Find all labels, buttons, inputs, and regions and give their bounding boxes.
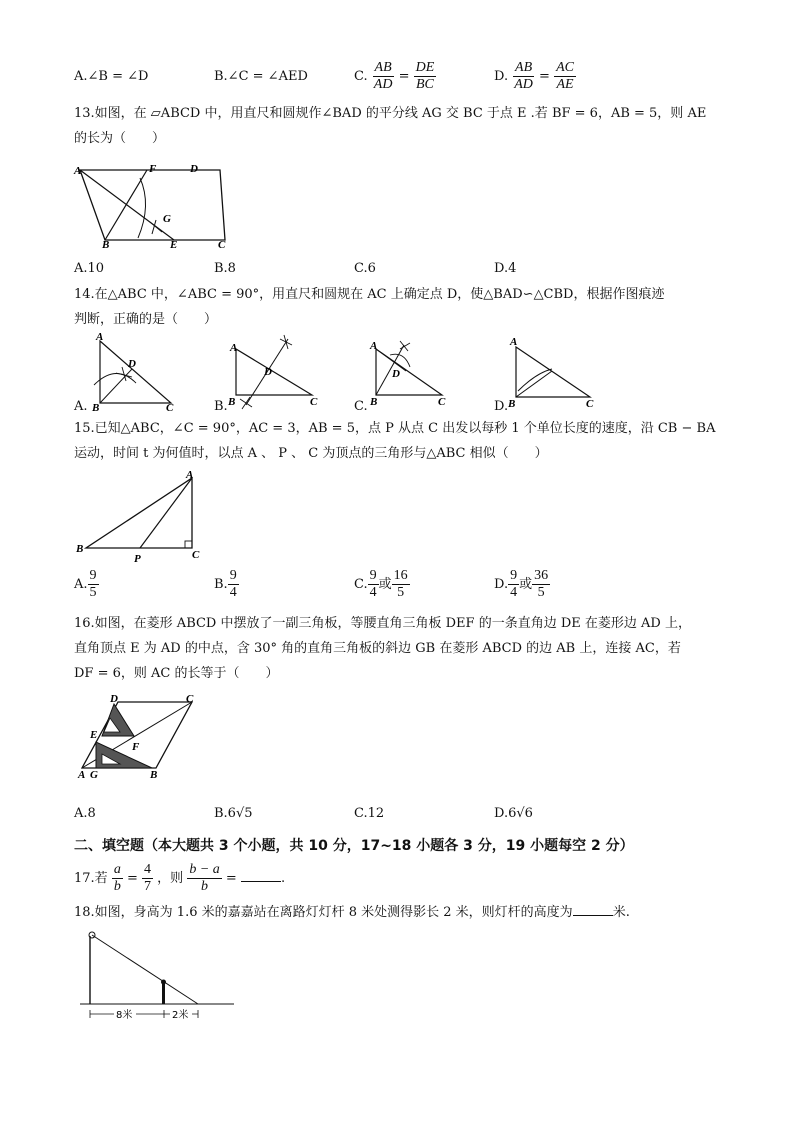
q16-line-3: DF = 6，则 AC 的长等于（ ） <box>74 666 279 681</box>
svg-text:C: C <box>192 549 200 561</box>
q14-figure-b <box>226 333 326 413</box>
q14-figure-a <box>86 333 181 413</box>
svg-text:C: C <box>310 396 318 408</box>
q15-line-2: 运动，时间 t 为何值时，以点 A 、 P 、 C 为顶点的三角形与△ABC 相似（ ） <box>74 446 548 461</box>
svg-text:A: A <box>96 333 104 343</box>
q13-option-c: C.6 <box>354 261 376 276</box>
q14-option-a: A. <box>74 399 88 414</box>
svg-text:B: B <box>508 398 516 410</box>
q16-line-1: 16.如图，在菱形 ABCD 中摆放了一副三角板，等腰直角三角板 DEF 的一条直角边 DE 在菱形边 AD 上， <box>74 616 691 631</box>
q18-dim-8m: 8米 <box>116 1010 133 1021</box>
q13-label-g: G <box>163 213 171 225</box>
q15-option-a: A. $\frac{9}{5}$ <box>74 568 97 600</box>
q16-option-d: D.6√6 <box>494 806 533 821</box>
q16-option-a: A.8 <box>74 806 96 821</box>
svg-text:B: B <box>228 396 236 408</box>
q12-option-a: A.∠B = ∠D <box>74 69 149 84</box>
svg-text:A: A <box>510 336 518 348</box>
svg-text:D: D <box>110 693 118 705</box>
q13-label-a: A <box>74 165 82 177</box>
svg-text:P: P <box>134 553 141 565</box>
q13-option-a: A.10 <box>74 261 105 276</box>
q14-option-c: C. <box>354 399 368 414</box>
svg-text:E: E <box>90 729 98 741</box>
svg-text:F: F <box>132 741 140 753</box>
svg-text:B: B <box>76 543 84 555</box>
q18-dim-2m: 2米 <box>172 1010 189 1021</box>
svg-text:C: C <box>438 396 446 408</box>
svg-text:C: C <box>186 693 194 705</box>
q15-option-d: D. $\frac{9}{4}$ 或 $\frac{36}{5}$ <box>494 568 549 600</box>
q14-option-d: D. <box>494 399 509 414</box>
svg-text:B: B <box>92 402 100 413</box>
q15-option-c: C. $\frac{9}{4}$ 或 $\frac{16}{5}$ <box>354 568 408 600</box>
svg-text:D: D <box>128 358 136 370</box>
q13-label-f: F <box>149 163 157 175</box>
q13-option-b: B.8 <box>214 261 236 276</box>
svg-text:D: D <box>392 368 400 380</box>
q17-line: 17.若 $\frac{a}{b}$ = $\frac{4}{7}$ ，则 $\frac{b - a}{b}$ = . <box>74 862 286 894</box>
svg-text:G: G <box>90 769 98 781</box>
svg-text:C: C <box>166 402 174 413</box>
q18-lamp-figure <box>76 926 241 1026</box>
q13-label-b: B <box>102 239 110 251</box>
q15-triangle-figure <box>74 468 214 568</box>
q15-line-1: 15.已知△ABC，∠C = 90°，AC = 3，AB = 5，点 P 从点 C 出发以每秒 1 个单位长度的速度，沿 CB − BA <box>74 421 716 436</box>
q12-option-d: D. $\frac{AB}{AD}$ = $\frac{AC}{AE}$ <box>494 60 574 92</box>
svg-text:A: A <box>186 469 194 481</box>
svg-text:C: C <box>586 398 594 410</box>
q13-label-e: E <box>170 239 178 251</box>
svg-text:A: A <box>78 769 86 781</box>
q16-rhombus-figure <box>74 692 204 784</box>
q13-line-1: 13.如图，在 ▱ABCD 中，用直尺和圆规作∠BAD 的平分线 AG 交 BC 于点 E .若 BF = 6，AB = 5，则 AE <box>74 106 707 121</box>
svg-text:B: B <box>150 769 158 781</box>
q14-line-1: 14.在△ABC 中，∠ABC = 90°，用直尺和圆规在 AC 上确定点 D，使△BAD∽△CBD，根据作图痕迹 <box>74 287 665 302</box>
q12-option-c: C. $\frac{AB}{AD}$ = $\frac{DE}{BC}$ <box>354 60 435 92</box>
q13-parallelogram-figure <box>70 160 240 252</box>
q18-answer-blank[interactable] <box>573 903 613 916</box>
q14-line-2: 判断，正确的是（ ） <box>74 312 218 327</box>
q14-figure-d <box>506 333 606 413</box>
q16-line-2: 直角顶点 E 为 AD 的中点，含 30° 角的直角三角板的斜边 GB 在菱形 ABCD 的边 AB 上，连接 AC，若 <box>74 641 681 656</box>
q13-label-c: C <box>218 239 226 251</box>
svg-text:B: B <box>370 396 378 408</box>
q18-line: 18.如图，身高为 1.6 米的嘉嘉站在离路灯灯杆 8 米处测得影长 2 米，则灯杆的高度为 米. <box>74 905 630 920</box>
q16-option-c: C.12 <box>354 806 385 821</box>
q16-option-b: B.6√5 <box>214 806 253 821</box>
q14-figure-c <box>366 333 466 413</box>
q17-answer-blank[interactable] <box>241 869 281 882</box>
svg-text:A: A <box>370 340 378 352</box>
q12-option-b: B.∠C = ∠AED <box>214 69 308 84</box>
q14-option-b: B. <box>214 399 228 414</box>
q15-option-b: B. $\frac{9}{4}$ <box>214 568 237 600</box>
section-heading-fill-in: 二、填空题（本大题共 3 个小题，共 10 分，17~18 小题各 3 分，19 小题每空 2 分） <box>74 838 634 854</box>
svg-text:D: D <box>264 366 272 378</box>
q13-label-d: D <box>190 163 198 175</box>
svg-text:A: A <box>230 342 238 354</box>
q13-line-2: 的长为（ ） <box>74 131 166 146</box>
q13-option-d: D.4 <box>494 261 517 276</box>
